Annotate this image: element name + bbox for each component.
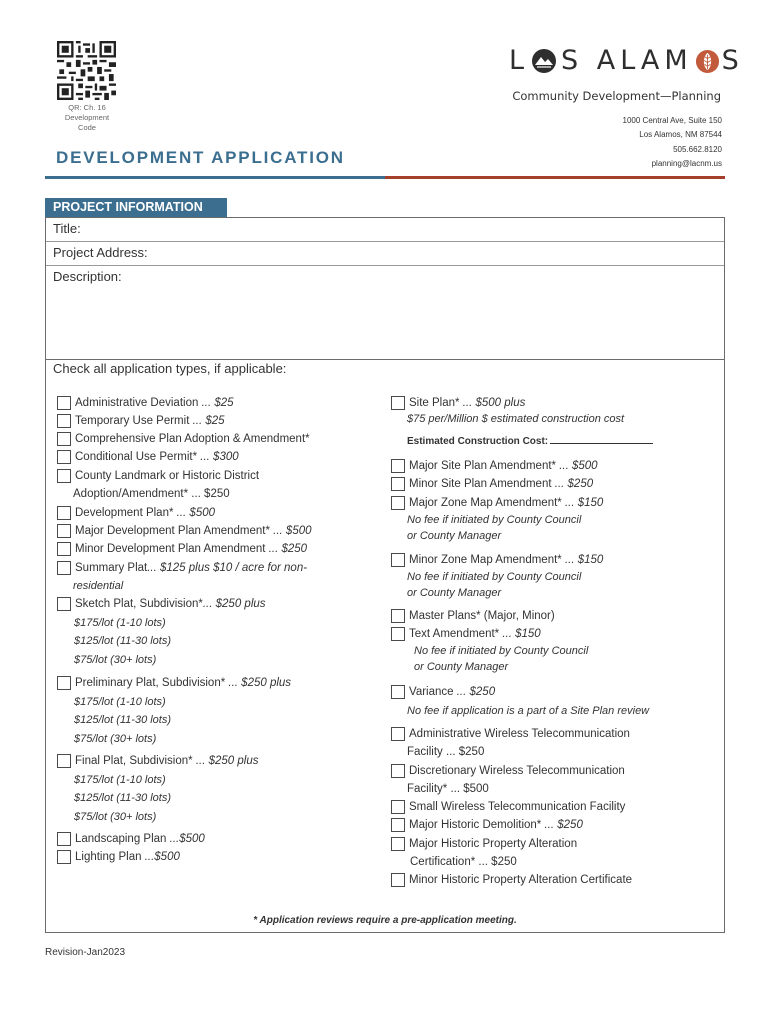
description-label: Description: [53, 269, 122, 284]
option-detail: Certification* ... $250 [410, 856, 517, 868]
option-detail: No fee if initiated by County Council [407, 570, 582, 583]
checkbox-major-development-plan-amendment-500[interactable] [57, 524, 71, 538]
option-label: Major Zone Map Amendment* ... $150 [409, 497, 604, 509]
option-detail: $175/lot (1-10 lots) [74, 695, 166, 708]
option-label: Preliminary Plat, Subdivision* ... $250 plus [75, 677, 292, 689]
option-label: Major Historic Property Alteration [409, 838, 578, 850]
logo-text: L S ALAM S [509, 44, 744, 76]
option-label: Major Development Plan Amendment* ... $500 [75, 525, 312, 537]
address-line: 505.662.8120 [673, 144, 722, 154]
checkbox-comprehensive-plan-adoption-amendment[interactable] [57, 432, 71, 446]
option-detail: $75/lot (30+ lots) [74, 653, 157, 666]
qr-caption-line: Code [78, 123, 96, 132]
checkbox-major-historic-property-alteration[interactable] [391, 837, 405, 851]
option-detail: $125/lot (11-30 lots) [74, 792, 172, 804]
option-label: Text Amendment* ... $150 [409, 628, 541, 640]
option-detail: or County Manager [414, 661, 509, 673]
option-label: Major Historic Demolition* ... $250 [409, 819, 583, 831]
qr-caption-line: QR: Ch. 16 [68, 103, 106, 112]
option-detail: $75 per/Million $ estimated construction cost [407, 413, 625, 425]
option-detail: or County Manager [407, 587, 502, 599]
option-label: Minor Development Plan Amendment ... $250 [75, 543, 308, 555]
checkbox-text-amendment-150[interactable] [391, 627, 405, 641]
checkbox-administrative-deviation-25[interactable] [57, 396, 71, 410]
address-line: 1000 Central Ave, Suite 150 [622, 116, 722, 125]
checkbox-variance-250[interactable] [391, 685, 405, 699]
option-detail: $75/lot (30+ lots) [74, 810, 157, 823]
checkbox-sketch-plat-subdivision-250-plus[interactable] [57, 597, 71, 611]
org-subtitle: Community Development—Planning [512, 89, 721, 103]
checkbox-discretionary-wireless-telecommunication[interactable] [391, 764, 405, 778]
los-alamos-logo [509, 44, 744, 76]
option-detail: $75/lot (30+ lots) [74, 732, 157, 745]
option-label: Landscaping Plan ...$500 [75, 833, 205, 845]
checkbox-administrative-wireless-telecommunicatio[interactable] [391, 727, 405, 741]
option-detail: No fee if initiated by County Council [407, 513, 582, 526]
qr-caption [47, 103, 127, 133]
checkbox-major-zone-map-amendment-150[interactable] [391, 496, 405, 510]
checkbox-minor-site-plan-amendment-250[interactable] [391, 477, 405, 491]
title-rule-blue [45, 176, 385, 179]
checkbox-final-plat-subdivision-250-plus[interactable] [57, 754, 71, 768]
checkbox-minor-zone-map-amendment-150[interactable] [391, 553, 405, 567]
document-title: DEVELOPMENT APPLICATION [56, 148, 345, 167]
option-label: Development Plan* ... $500 [75, 507, 216, 519]
checkbox-temporary-use-permit-25[interactable] [57, 414, 71, 428]
contact-address [623, 114, 722, 172]
option-label: Comprehensive Plan Adoption & Amendment* [75, 433, 310, 445]
estimated-construction-cost-field[interactable] [407, 436, 653, 447]
option-detail: Adoption/Amendment* ... $250 [73, 488, 230, 500]
footnote: * Application reviews require a pre-application meeting. [253, 915, 517, 926]
option-label: Master Plans* (Major, Minor) [409, 610, 555, 622]
option-label: County Landmark or Historic District [75, 470, 260, 482]
option-label: Temporary Use Permit ... $25 [75, 415, 225, 427]
option-detail: $125/lot (11-30 lots) [74, 635, 172, 647]
option-label: Final Plat, Subdivision* ... $250 plus [75, 755, 259, 767]
section-tab-project-information: PROJECT INFORMATION [45, 198, 227, 218]
checkbox-development-plan-500[interactable] [57, 506, 71, 520]
checkbox-minor-development-plan-amendment-250[interactable] [57, 542, 71, 556]
checkbox-major-site-plan-amendment-500[interactable] [391, 459, 405, 473]
checkbox-lighting-plan-500[interactable] [57, 850, 71, 864]
option-label: Discretionary Wireless Telecommunication [409, 765, 625, 777]
title-rule-red [385, 176, 725, 179]
address-line: Los Alamos, NM 87544 [639, 130, 722, 140]
option-detail: or County Manager [407, 530, 502, 542]
option-label: Minor Site Plan Amendment ... $250 [409, 478, 594, 490]
estimated-construction-cost-label: Estimated Construction Cost: [407, 436, 549, 447]
checkbox-small-wireless-telecommunication-facilit[interactable] [391, 800, 405, 814]
checkbox-site-plan-500-plus[interactable] [391, 396, 405, 410]
cost-input-line[interactable] [550, 436, 653, 444]
option-label: Minor Historic Property Alteration Certificate [409, 874, 633, 886]
option-detail: Facility ... $250 [407, 746, 485, 758]
revision-label: Revision-Jan2023 [45, 947, 126, 958]
project-address-field[interactable] [46, 242, 724, 266]
checkbox-preliminary-plat-subdivision-250-plus[interactable] [57, 676, 71, 690]
checkbox-minor-historic-property-alteration-certi[interactable] [391, 873, 405, 887]
leaf-emblem-icon [695, 49, 720, 74]
title-field[interactable] [46, 218, 724, 242]
checkbox-summary-plat-125-plus-10-acre-for-non[interactable] [57, 561, 71, 575]
qr-code-icon [57, 41, 116, 100]
option-detail: No fee if application is a part of a Site Plan review [407, 705, 650, 717]
option-label: Sketch Plat, Subdivision*... $250 plus [75, 598, 266, 610]
option-label: Summary Plat... $125 plus $10 / acre for non- [75, 562, 308, 574]
option-label: Lighting Plan ...$500 [75, 851, 180, 863]
qr-caption-line: Development [64, 113, 110, 122]
option-label: Major Site Plan Amendment* ... $500 [409, 460, 598, 472]
project-information-form [45, 217, 725, 933]
title-label: Title: [53, 221, 81, 236]
checkbox-master-plans-major-minor[interactable] [391, 609, 405, 623]
option-detail: Facility* ... $500 [407, 783, 489, 795]
description-field[interactable] [46, 266, 724, 360]
mountain-emblem-icon [531, 48, 557, 74]
checkbox-conditional-use-permit-300[interactable] [57, 450, 71, 464]
check-all-label: Check all application types, if applicable: [53, 361, 287, 376]
option-label: Variance ... $250 [409, 686, 496, 698]
checkbox-landscaping-plan-500[interactable] [57, 832, 71, 846]
option-detail: residential [73, 580, 124, 592]
option-label: Administrative Wireless Telecommunication [409, 728, 630, 740]
option-label: Site Plan* ... $500 plus [409, 397, 526, 409]
option-detail: No fee if initiated by County Council [414, 644, 589, 657]
option-label: Small Wireless Telecommunication Facility [409, 801, 626, 813]
checkbox-major-historic-demolition-250[interactable] [391, 818, 405, 832]
checkbox-county-landmark-or-historic-district[interactable] [57, 469, 71, 483]
project-address-label: Project Address: [53, 245, 148, 260]
option-label: Minor Zone Map Amendment* ... $150 [409, 554, 604, 566]
option-detail: $175/lot (1-10 lots) [74, 616, 166, 629]
option-label: Conditional Use Permit* ... $300 [75, 451, 239, 463]
option-detail: $175/lot (1-10 lots) [74, 773, 166, 786]
address-email[interactable]: planning@lacnm.us [651, 159, 722, 169]
option-detail: $125/lot (11-30 lots) [74, 714, 172, 726]
option-label: Administrative Deviation ... $25 [75, 397, 234, 409]
